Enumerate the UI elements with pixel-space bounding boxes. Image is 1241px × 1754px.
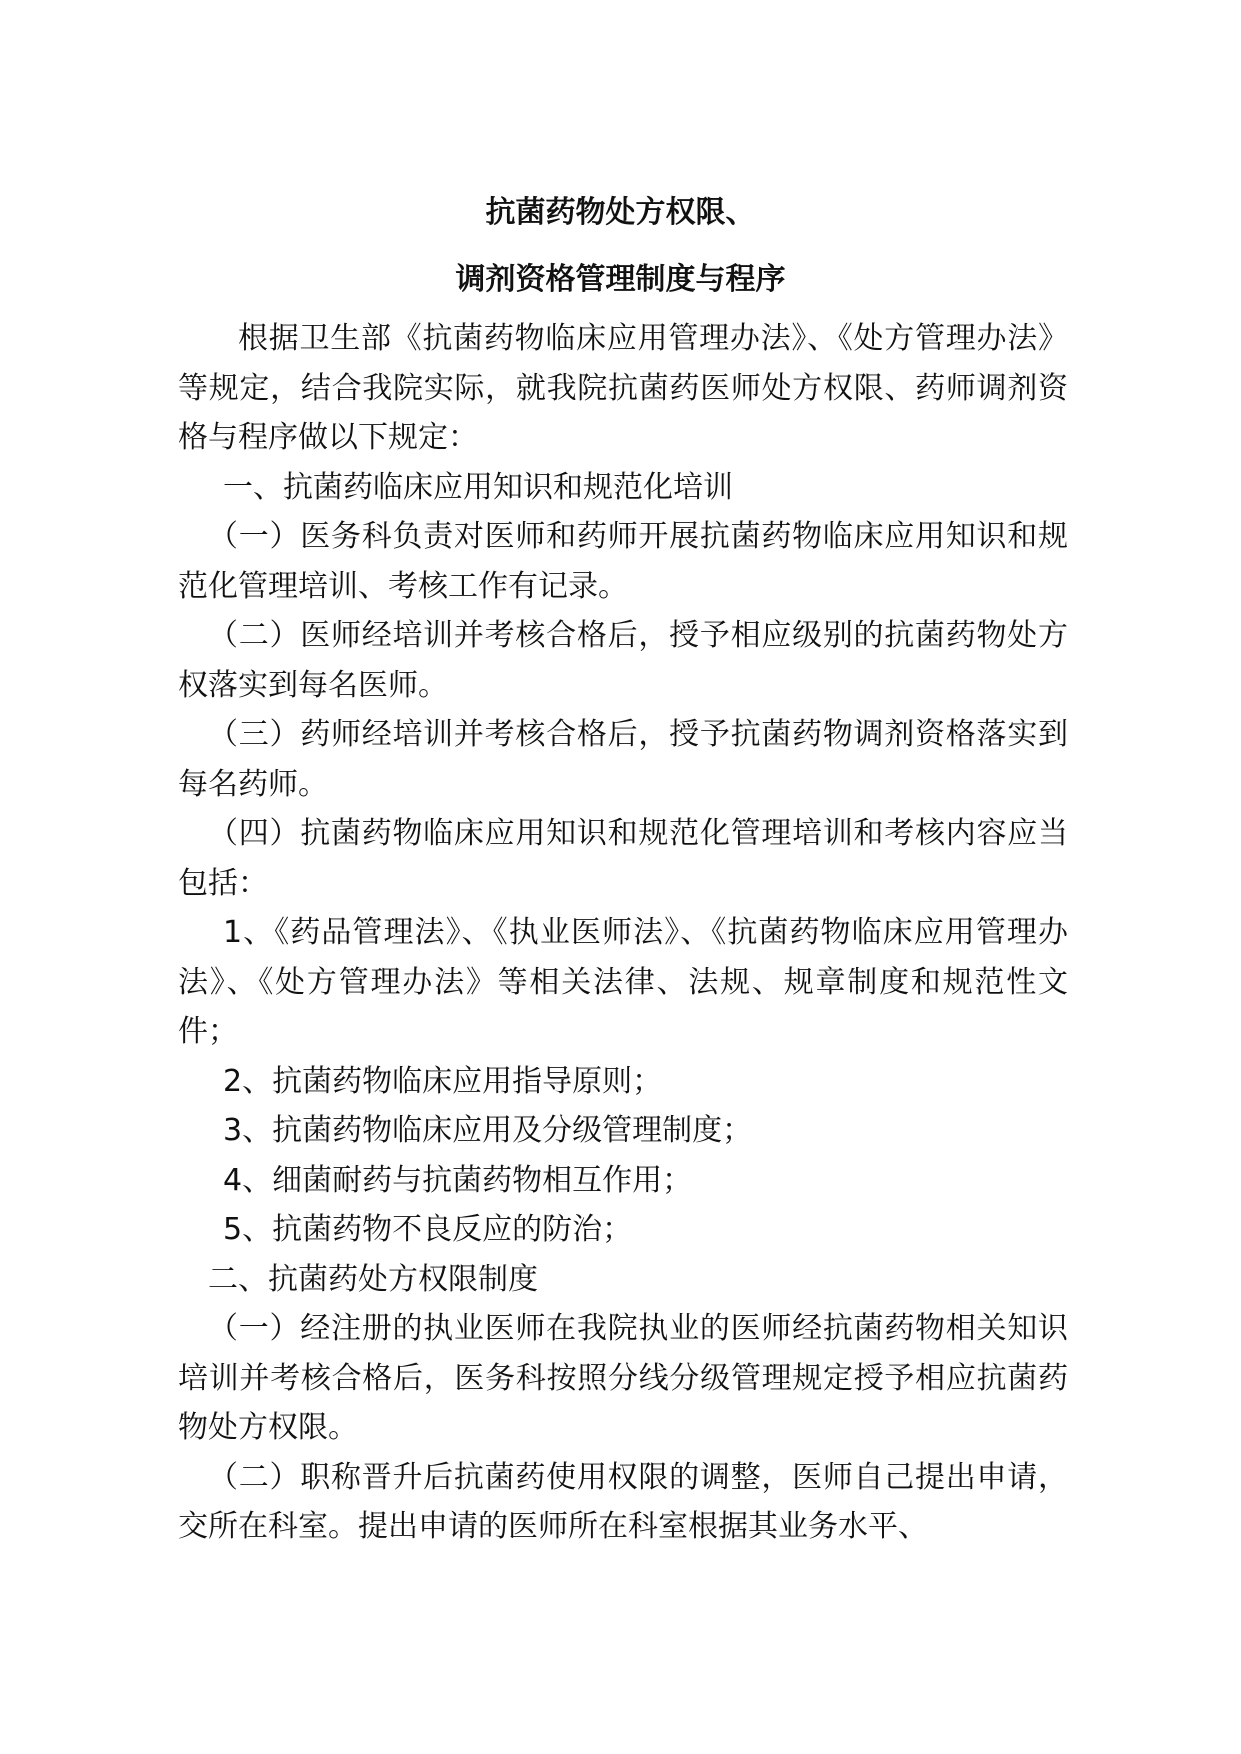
list-item-5: 5、抗菌药物不良反应的防治； [223,1212,633,1247]
clause-1-2: （二）医师经培训并考核合格后，授予相应级别的抗菌药物处方权落实到每名医师。 [178,618,1068,703]
section-heading-1: 一、抗菌药临床应用知识和规范化培训 [223,469,733,505]
document-title-line-2: 调剂资格管理制度与程序 [455,262,786,297]
list-item-2: 2、抗菌药物临床应用指导原则； [223,1063,663,1099]
clause-1-4: （四）抗菌药物临床应用知识和规范化管理培训和考核内容应当包括： [178,816,1068,901]
section-heading-2: 二、抗菌药处方权限制度 [208,1261,538,1297]
document-body [178,314,1068,1552]
clause-2-1: （一）经注册的执业医师在我院执业的医师经抗菌药物相关知识培训并考核合格后，医务科按照分线分级管理规定授予相应抗菌药物处方权限。 [178,1311,1068,1445]
clause-1-3: （三）药师经培训并考核合格后，授予抗菌药物调剂资格落实到每名药师。 [178,717,1068,802]
clause-1-1: （一）医务科负责对医师和药师开展抗菌药物临床应用知识和规范化管理培训、考核工作有记录。 [178,519,1068,604]
document-title-line-1: 抗菌药物处方权限、 [485,195,756,230]
intro-paragraph: 根据卫生部《抗菌药物临床应用管理办法》、《处方管理办法》等规定，结合我院实际，就我院抗菌药医师处方权限、药师调剂资格与程序做以下规定： [178,321,1068,455]
clause-2-2: （二）职称晋升后抗菌药使用权限的调整，医师自己提出申请，交所在科室。提出申请的医师所在科室根据其业务水平、 [178,1459,1068,1544]
list-item-4: 4、细菌耐药与抗菌药物相互作用； [223,1162,693,1198]
list-item-3: 3、抗菌药物临床应用及分级管理制度； [223,1113,753,1148]
list-item-1: 1、《药品管理法》、《执业医师法》、《抗菌药物临床应用管理办法》、《处方管理办法》等相关法律、法规、规章制度和规范性文件； [178,915,1068,1049]
